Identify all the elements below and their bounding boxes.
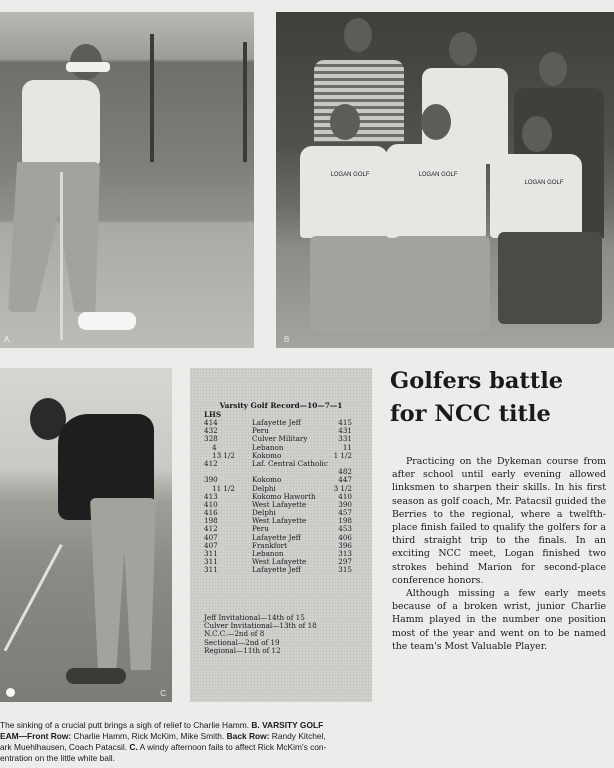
record-row: 311 West Lafayette 297 xyxy=(204,557,352,567)
team-member-head xyxy=(344,18,372,52)
golf-ball xyxy=(6,688,15,697)
article-paragraph: Practicing on the Dykeman course from after school until early evening allowed linksmen to sharpen their skills. In his first season as golf coach, Mr. Patacsil guided the Berries to the regional, where a twelfth-place finish failed to qualify the golfers for a third straight trip to the finals. In an exciting NCC meet, Logan finished two strokes behind Marion for second-place conference honors. xyxy=(392,456,606,586)
record-header: LHS xyxy=(204,410,222,419)
caption-line: The sinking of a crucial putt brings a sigh of relief to Charlie Hamm. B. VARSITY GOLF xyxy=(0,720,324,730)
record-row: 410 West Lafayette 390 xyxy=(204,499,352,509)
record-notes xyxy=(204,614,364,655)
team-member-head xyxy=(522,116,552,152)
photo-caption xyxy=(0,720,380,764)
record-row: 407 Lafayette Jeff 406 xyxy=(204,532,352,542)
record-row: 432 Peru 431 xyxy=(204,426,352,436)
record-title: Varsity Golf Record—10—7—1 xyxy=(219,401,343,410)
team-member-head xyxy=(449,32,477,66)
putter-shaft xyxy=(60,172,63,340)
golfer-pants xyxy=(90,498,156,670)
caption-line: EAM—Front Row: Charlie Hamm, Rick McKim, Mike Smith. Back Row: Randy Kitchel, xyxy=(0,731,326,741)
caption-line: entration on the little white ball. xyxy=(0,753,115,763)
record-note: Sectional—2nd of 19 xyxy=(204,637,280,647)
team-member-pants xyxy=(498,232,602,324)
record-row: 311 Lebanon 313 xyxy=(204,549,352,559)
record-row: 198 West Lafayette 198 xyxy=(204,516,352,526)
golf-shoe xyxy=(66,668,126,684)
headline-line-1: Golfers battle xyxy=(390,368,564,394)
record-row: 4 Lebanon 11 xyxy=(212,442,352,452)
visor xyxy=(66,62,110,72)
record-row: 413 Kokomo Haworth 410 xyxy=(204,491,352,501)
record-row: 13 1/2 Kokomo 1 1/2 xyxy=(212,450,352,460)
logan-golf-shirt xyxy=(300,146,388,238)
article-body xyxy=(392,455,606,653)
tree-trunk xyxy=(243,42,247,162)
record-row: 390 Kokomo 447 xyxy=(204,475,352,485)
shirt-text: LOGAN GOLF xyxy=(524,180,564,186)
coach-head xyxy=(539,52,567,86)
record-note: Jeff Invitational—14th of 15 xyxy=(204,613,305,622)
record-row: 311 Lafayette Jeff 315 xyxy=(204,565,352,575)
golfer-shirt xyxy=(22,80,100,166)
record-note: Culver Invitational—13th of 18 xyxy=(204,621,317,631)
record-row: 412 Laf. Central Catholic 482 xyxy=(204,458,352,477)
record-note: Regional—11th of 12 xyxy=(204,645,281,655)
article-paragraph: Although missing a few early meets because of a broken wrist, junior Charlie Hamm played in the number one position most of the year and went on to be named the team's Most Valuable Player. xyxy=(392,588,606,652)
photo-letter: A xyxy=(4,335,10,344)
team-member-head xyxy=(330,104,360,140)
headline-line-2: for NCC title xyxy=(390,401,551,427)
putter-shaft xyxy=(4,544,63,651)
photo-c-golfer-concentrating xyxy=(0,368,172,702)
record-row: 11 1/2 Delphi 3 1/2 xyxy=(212,483,352,493)
record-note: N.C.C.—2nd of 8 xyxy=(204,629,265,639)
team-member-head xyxy=(421,104,451,140)
logan-golf-shirt xyxy=(490,154,582,238)
shirt-text: LOGAN GOLF xyxy=(330,172,370,178)
photo-a-golfer-putting xyxy=(0,12,254,348)
record-row: 407 Frankfort 396 xyxy=(204,540,352,550)
record-row: 412 Peru 453 xyxy=(204,524,352,534)
golf-shoe xyxy=(78,312,136,330)
photo-letter: C xyxy=(160,689,166,698)
record-row: 416 Delphi 457 xyxy=(204,508,352,518)
record-rows xyxy=(204,419,362,575)
caption-line: ark Muehlhausen, Coach Patacsil. C. A windy afternoon fails to affect Rick McKim's con- xyxy=(0,742,327,752)
record-row: 328 Culver Military 331 xyxy=(204,434,352,444)
record-row: 414 Lafayette Jeff 415 xyxy=(204,418,352,427)
logan-golf-shirt xyxy=(386,144,486,238)
article-headline xyxy=(390,365,610,431)
tree-trunk xyxy=(150,34,154,162)
shirt-text: LOGAN GOLF xyxy=(418,172,458,178)
varsity-golf-record-box xyxy=(190,368,372,702)
photo-b-varsity-golf-team xyxy=(276,12,614,348)
team-member-pants xyxy=(394,236,490,332)
golfer-pants xyxy=(8,162,100,312)
striped-shirt xyxy=(314,60,404,142)
photo-letter: B xyxy=(284,335,290,344)
